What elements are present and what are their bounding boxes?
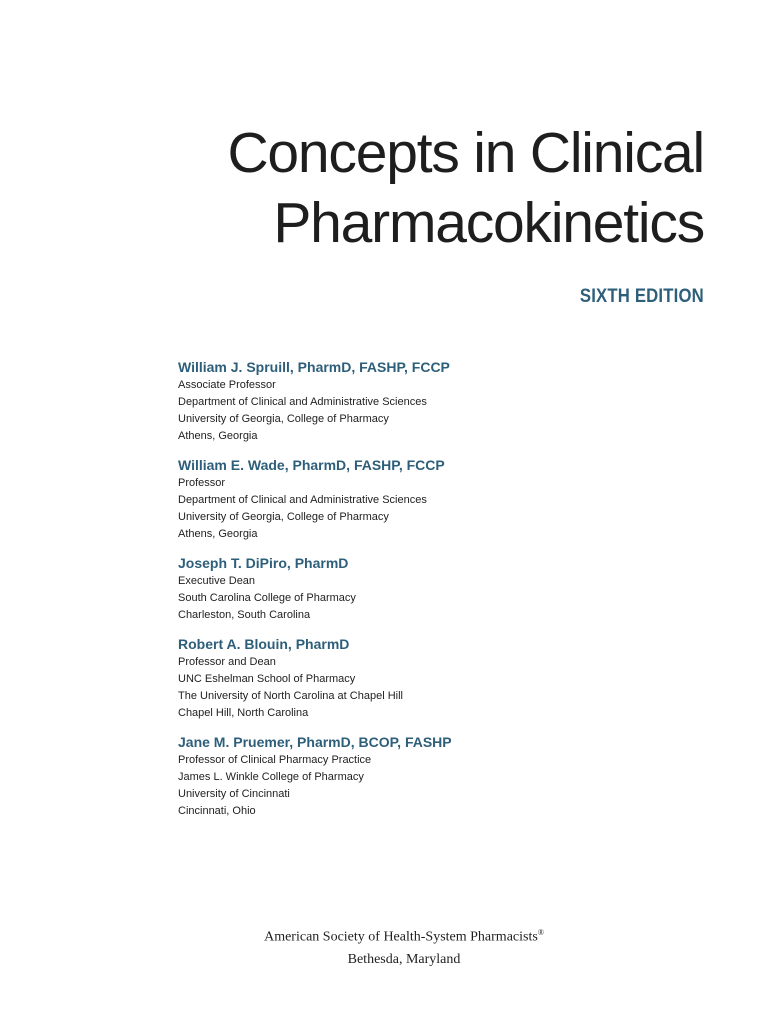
author-institution: The University of North Carolina at Chapel Hill (178, 690, 403, 702)
author-title: Professor (178, 477, 226, 489)
registered-mark: ® (537, 928, 544, 937)
publisher-location: Bethesda, Maryland (347, 951, 461, 967)
author-list (178, 358, 698, 831)
book-title-line-1: Concepts in Clinical (227, 121, 704, 185)
publisher-block (20, 922, 768, 971)
publisher-name-line (20, 922, 768, 949)
author-location: Charleston, South Carolina (178, 609, 311, 621)
publisher-name: American Society of Health-System Pharmacists (264, 929, 538, 945)
author-department: Department of Clinical and Administrative Sciences (178, 494, 427, 506)
author-institution: University of Cincinnati (178, 788, 290, 800)
author-entry (178, 358, 698, 445)
author-institution: University of Georgia, College of Pharmacy (178, 413, 389, 425)
author-institution: University of Georgia, College of Pharmacy (178, 511, 389, 523)
author-title: Associate Professor (178, 379, 276, 391)
book-title-line-2: Pharmacokinetics (273, 191, 704, 255)
author-location: Athens, Georgia (178, 430, 258, 442)
author-institution: South Carolina College of Pharmacy (178, 592, 356, 604)
author-title: Professor and Dean (178, 656, 276, 668)
author-department: James L. Winkle College of Pharmacy (178, 771, 364, 783)
author-name: Joseph T. DiPiro, PharmD (178, 555, 349, 571)
book-title (227, 118, 704, 258)
author-name: Robert A. Blouin, PharmD (178, 636, 350, 652)
author-location: Cincinnati, Ohio (178, 805, 256, 817)
author-entry (178, 733, 698, 820)
author-name: William J. Spruill, PharmD, FASHP, FCCP (178, 359, 450, 375)
author-title: Executive Dean (178, 575, 256, 587)
author-name: Jane M. Pruemer, PharmD, BCOP, FASHP (178, 734, 452, 750)
author-name: William E. Wade, PharmD, FASHP, FCCP (178, 457, 445, 473)
author-location: Athens, Georgia (178, 528, 258, 540)
author-entry (178, 554, 698, 624)
author-department: UNC Eshelman School of Pharmacy (178, 673, 356, 685)
edition-label: SIXTH EDITION (580, 286, 704, 307)
author-entry (178, 635, 698, 722)
author-location: Chapel Hill, North Carolina (178, 707, 309, 719)
author-title: Professor of Clinical Pharmacy Practice (178, 754, 372, 766)
author-department: Department of Clinical and Administrative Sciences (178, 396, 427, 408)
author-entry (178, 456, 698, 543)
